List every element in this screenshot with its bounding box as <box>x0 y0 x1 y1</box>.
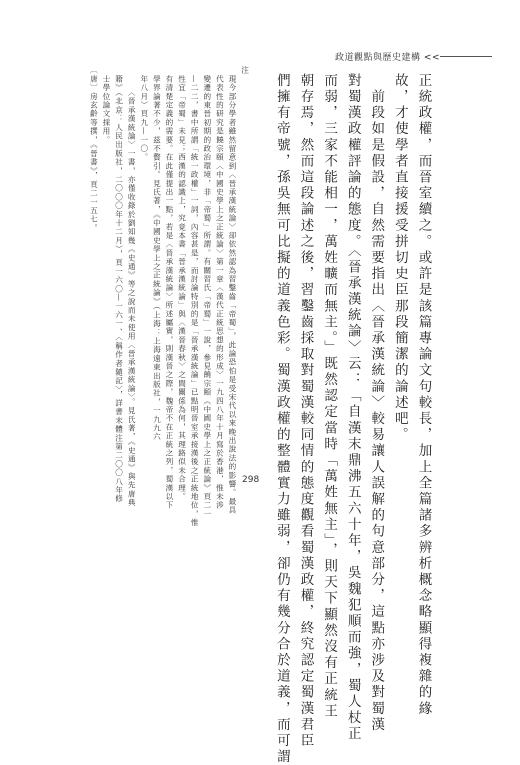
footnote-column: 有清楚定義的需要。在此僅提出一點，若是〈晉承漢統論〉所述屬實，則漢晉之際，魏帝不在正統之列，蜀漢以下 <box>164 66 174 510</box>
body-column: 故，才使學者直接援受拼切史臣那段簡潔的論述吧。 <box>391 73 408 444</box>
footnote-column: 〈晉承漢統論〉一書，亦僅收錄於劉知幾《史通》等之說而未使用〈晉承漢統論〉。見氏著，《史通》與先唐典 <box>127 66 137 507</box>
header-rule <box>440 56 492 57</box>
body-column: 前段如是假設，自然需要指出〈晉承漢統論〉較易讓人誤解的句意部分，這點亦涉及對蜀漢 <box>368 73 385 734</box>
body-column: 而弱，三家不能相一，萬姓曠而無主。」既然認定當時「萬姓無主」，則天下顯然沒有正統王 <box>321 73 338 720</box>
footnote-column: 代表性的研究是饒宗頤〈中國史學上之正統論〉第一章〈漢代正統思想的形成〉一九四八年十月寫於香港，惟未涉 <box>215 66 225 510</box>
footnote-column: —二二，書中所謂「統一政權」一詞，內容甚是，而討論特別的是「晉承漢統論」已點明晉室承接漢後之正統地位，惟 <box>190 66 200 528</box>
footnote-column: 性宜「帝蜀」未見；西漢的認識上，究竟本書「晉承漢統論」與〈漢晉春秋〉之間關係為何，其理路似未合理。 <box>177 66 187 501</box>
footnote-column: 年八月）頁九—一〇。 <box>139 66 149 162</box>
footnote-column: 變遷的東晉初期的政治環境，非「帝蜀」所謂。有關習氏「帝蜀」一說，參見饒宗頤《中國史學上之正統論》頁二一 <box>202 66 212 519</box>
footnote-column: 士學位論文採用。 <box>101 66 111 145</box>
footnote-column: 學界論著不少，茲不贅引。見氏著，《中國史學上之正統論》（上海：上海遠東出版社，一九九六 <box>152 66 162 442</box>
page-number: 298 <box>242 475 260 485</box>
body-column: 們擁有帝號，孫吳無可比擬的道義色彩。蜀漢政權的整體實力雖弱，卻仍有幾分合於道義，而可謂 <box>273 73 290 765</box>
body-column: 對蜀漢政權評論的態度。〈晉承漢統論〉云：「自漢末鼎沸五六十年，吳魏犯順而強，蜀人杖正 <box>344 73 361 743</box>
footnote-column: 籍》（北京：人民出版社，二〇〇〇年十二月），頁一六〇—一六一、〈稱作者隨記〉，詳書末體注第二〇〇八年修 <box>114 66 124 504</box>
footnote-column: 〔唐〕房玄齡等撰，《晉書》，頁二一五七。 <box>89 66 99 233</box>
body-column: 正統政權，而晉室續之。或許是該篇專論文句較長，加上全篇諸多辨析概念略顯得複雜的緣 <box>415 73 432 717</box>
body-column: 朝存焉，然而這段論述之後，習鑿齒採取對蜀漢較同情的態度觀看蜀漢政權，終究認定蜀漢君臣 <box>297 73 314 750</box>
footnote-column: 現今部分學者雖然留意到〈晉承漢統論〉卻依然認為習鑿齒「帝蜀」，此論恐怕是受宋代以來晚出說法的影響。最具 <box>227 66 237 515</box>
footnote-column: 注 <box>240 66 250 75</box>
running-header: 政道觀點與歷史建構 << <box>335 53 440 63</box>
